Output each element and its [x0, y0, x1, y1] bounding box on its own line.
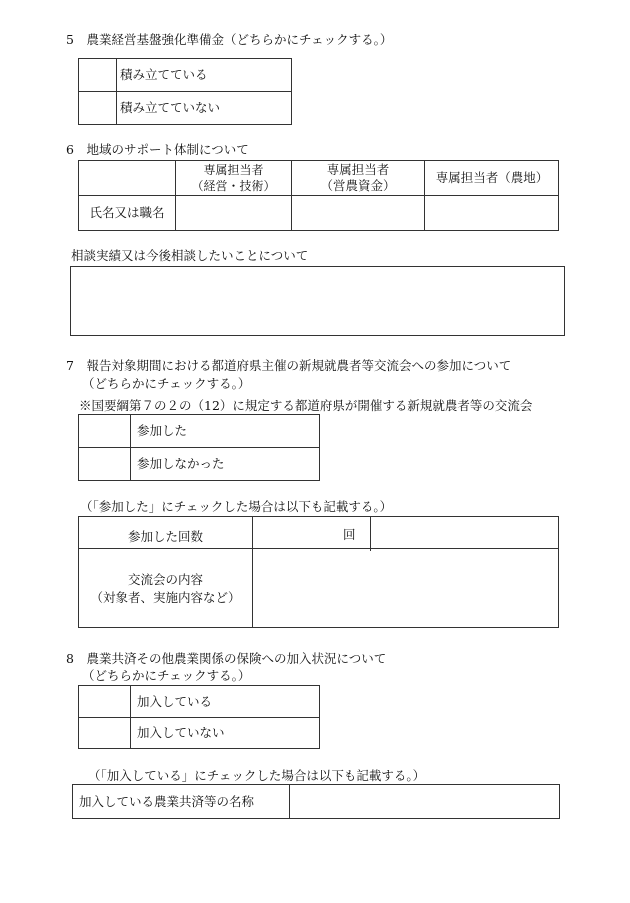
section7-subtitle: （どちらかにチェックする。）	[82, 376, 251, 391]
input-staff-farm-funds[interactable]	[292, 196, 424, 230]
section8-title: 8 農業共済その他農業関係の保険への加入状況について	[66, 651, 387, 666]
section7-note: ※国要綱第７の２の（12）に規定する都道府県が開催する新規就農者等の交流会	[79, 398, 533, 413]
section8-checkbox-enrolled[interactable]	[79, 686, 130, 717]
participation-count-unit: 回	[343, 527, 356, 542]
input-staff-farmland[interactable]	[425, 196, 559, 230]
section5-option-label-1: 積み立てていない	[120, 100, 221, 115]
section5-option-label-0: 積み立てている	[120, 67, 208, 82]
exchange-content-label-line2: （対象者、実施内容など）	[90, 590, 241, 605]
section7-checkbox-not-participated[interactable]	[79, 448, 130, 480]
header-farmland: 専属担当者（農地）	[435, 170, 549, 185]
exchange-content-input[interactable]	[253, 549, 558, 627]
section7-instruction: （「参加した」にチェックした場合は以下も記載する。）	[80, 499, 393, 514]
section5-title: 5 農業経営基盤強化準備金（どちらかにチェックする。）	[66, 32, 393, 47]
insurance-name-input[interactable]	[290, 785, 559, 818]
input-staff-mgmt-tech[interactable]	[176, 196, 291, 230]
participation-count-label: 参加した回数	[127, 529, 203, 544]
section8-option-label-0: 加入している	[137, 694, 213, 709]
section8-subtitle: （どちらかにチェックする。）	[82, 668, 251, 683]
section5-checkbox-not-accumulated[interactable]	[79, 92, 116, 124]
section7-checkbox-participated[interactable]	[79, 415, 130, 447]
section8-instruction: （「加入している」にチェックした場合は以下も記載する。）	[88, 768, 426, 783]
header-farm-funds-line1: 専属担当者	[326, 162, 390, 177]
row-label-name-or-position: 氏名又は職名	[89, 205, 165, 220]
participation-count-input[interactable]	[253, 517, 341, 548]
insurance-name-label: 加入している農業共済等の名称	[79, 794, 255, 809]
exchange-content-label-line1: 交流会の内容	[127, 572, 203, 587]
section7-option-label-1: 参加しなかった	[137, 456, 225, 471]
section6-title: 6 地域のサポート体制について	[66, 142, 249, 157]
header-farm-funds-line2: （営農資金）	[320, 178, 396, 193]
section8-option-label-1: 加入していない	[137, 725, 225, 740]
consultation-textarea[interactable]	[70, 266, 565, 336]
section7-title: 7 報告対象期間における都道府県主催の新規就農者等交流会への参加について	[66, 358, 512, 373]
consultation-label: 相談実績又は今後相談したいことについて	[71, 248, 309, 263]
section8-checkbox-not-enrolled[interactable]	[79, 718, 130, 748]
header-mgmt-tech-line2: （経営・技術）	[191, 179, 276, 193]
section7-option-label-0: 参加した	[137, 423, 188, 438]
header-mgmt-tech-line1: 専属担当者	[203, 163, 264, 177]
section5-checkbox-accumulated[interactable]	[79, 59, 116, 91]
